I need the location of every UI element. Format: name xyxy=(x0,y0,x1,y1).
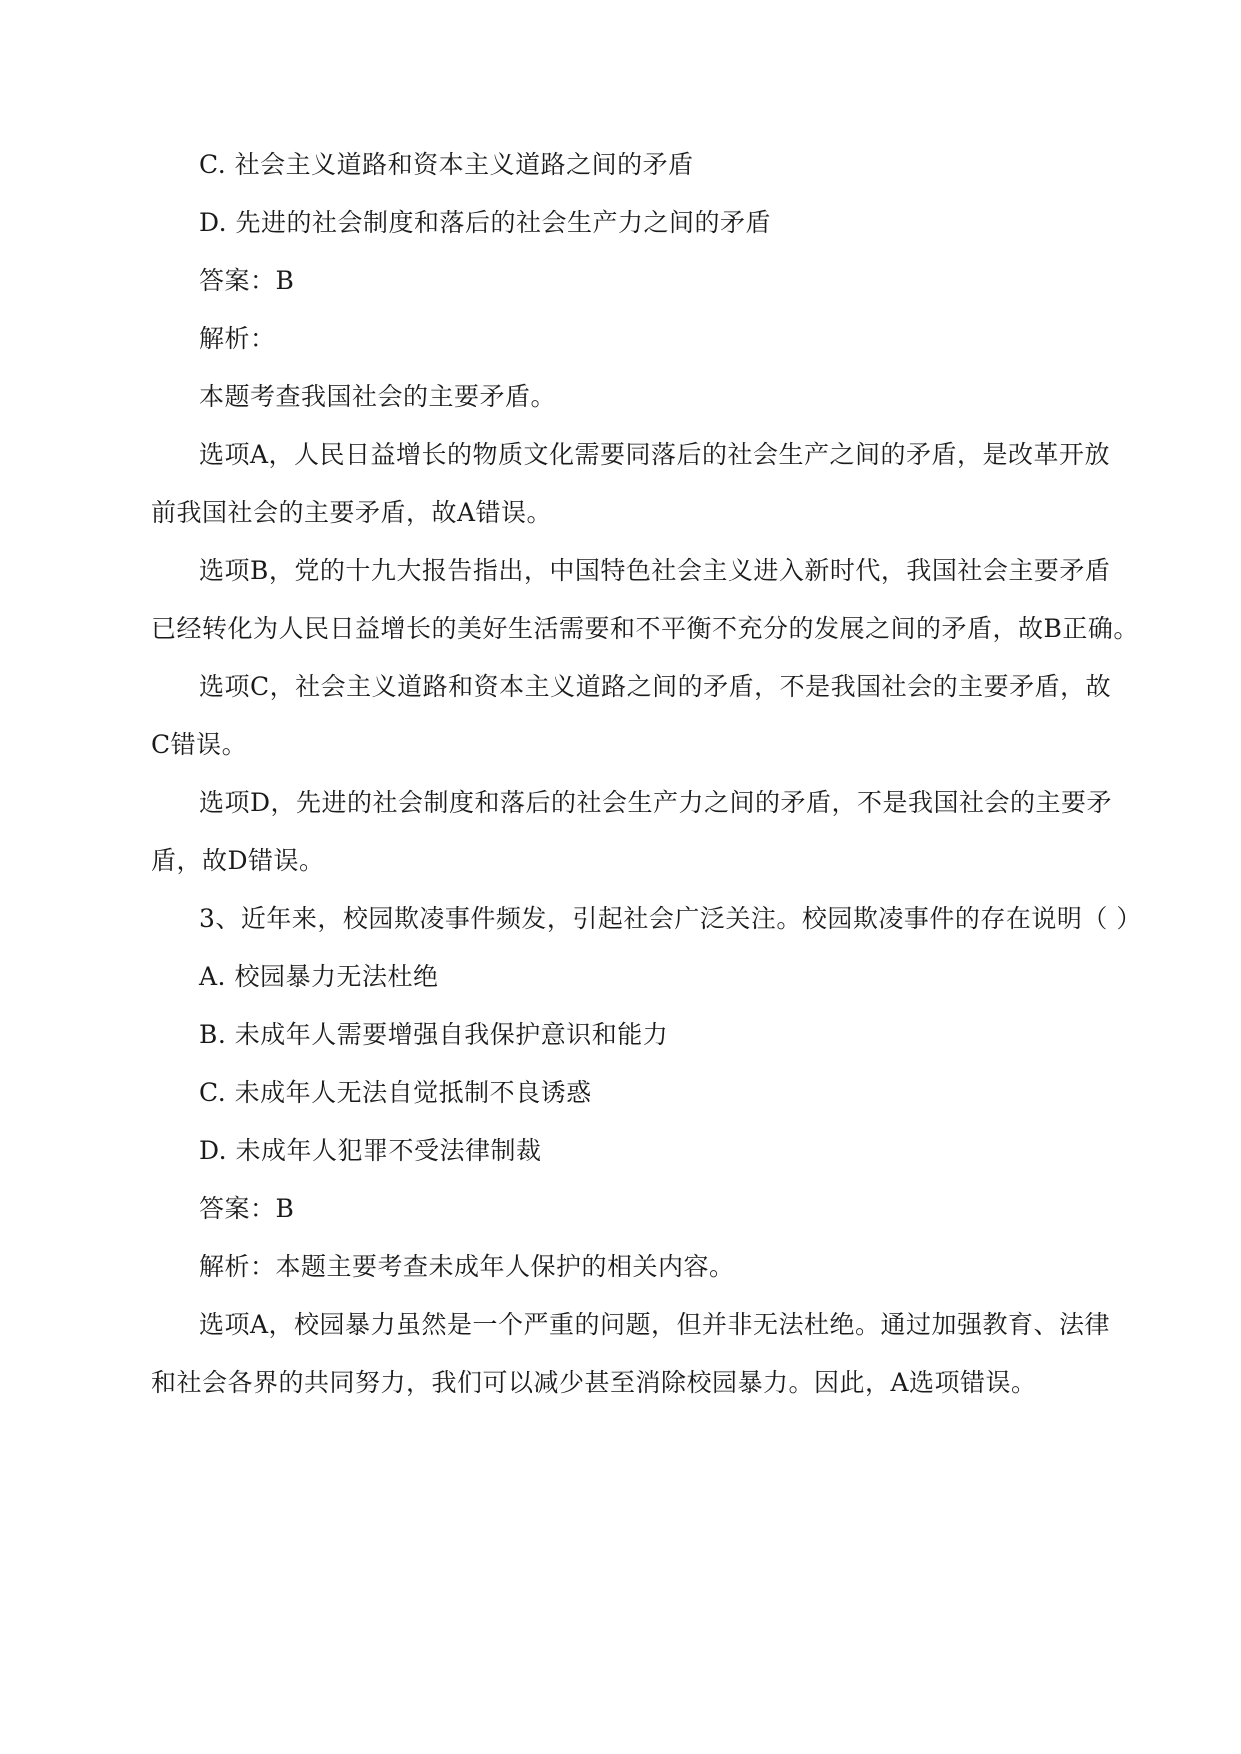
analysis-option-c: 选项C，社会主义道路和资本主义道路之间的矛盾，不是我国社会的主要矛盾，故 xyxy=(199,672,1112,701)
analysis-option-c-cont: C错误。 xyxy=(151,730,248,759)
option-c-text: C. 社会主义道路和资本主义道路之间的矛盾 xyxy=(199,150,694,179)
analysis-option-d: 选项D，先进的社会制度和落后的社会生产力之间的矛盾，不是我国社会的主要矛 xyxy=(199,788,1113,817)
q3-answer: 答案：B xyxy=(199,1194,295,1223)
q3-analysis-option-a: 选项A，校园暴力虽然是一个严重的问题，但并非无法杜绝。通过加强教育、法律 xyxy=(199,1310,1111,1339)
analysis-option-b: 选项B，党的十九大报告指出，中国特色社会主义进入新时代，我国社会主要矛盾 xyxy=(199,556,1111,585)
analysis-option-a-cont: 前我国社会的主要矛盾，故A错误。 xyxy=(151,498,553,527)
q3-analysis-option-a-cont: 和社会各界的共同努力，我们可以减少甚至消除校园暴力。因此，A选项错误。 xyxy=(151,1368,1037,1397)
q3-option-b: B. 未成年人需要增强自我保护意识和能力 xyxy=(199,1020,669,1049)
q3-option-c: C. 未成年人无法自觉抵制不良诱惑 xyxy=(199,1078,592,1107)
q3-analysis: 解析：本题主要考查未成年人保护的相关内容。 xyxy=(199,1252,735,1281)
question-3: 3、近年来，校园欺凌事件频发，引起社会广泛关注。校园欺凌事件的存在说明（ ） xyxy=(199,904,1142,933)
analysis-intro: 本题考查我国社会的主要矛盾。 xyxy=(199,382,557,411)
q3-option-a: A. 校园暴力无法杜绝 xyxy=(199,962,439,991)
analysis-option-b-cont: 已经转化为人民日益增长的美好生活需要和不平衡不充分的发展之间的矛盾，故B正确。 xyxy=(151,614,1139,643)
analysis-label: 解析： xyxy=(199,324,276,353)
answer-text: 答案：B xyxy=(199,266,295,295)
analysis-option-a: 选项A，人民日益增长的物质文化需要同落后的社会生产之间的矛盾，是改革开放 xyxy=(199,440,1111,469)
q3-option-d: D. 未成年人犯罪不受法律制裁 xyxy=(199,1136,542,1165)
option-d-text: D. 先进的社会制度和落后的社会生产力之间的矛盾 xyxy=(199,208,772,237)
analysis-option-d-cont: 盾，故D错误。 xyxy=(151,846,325,875)
